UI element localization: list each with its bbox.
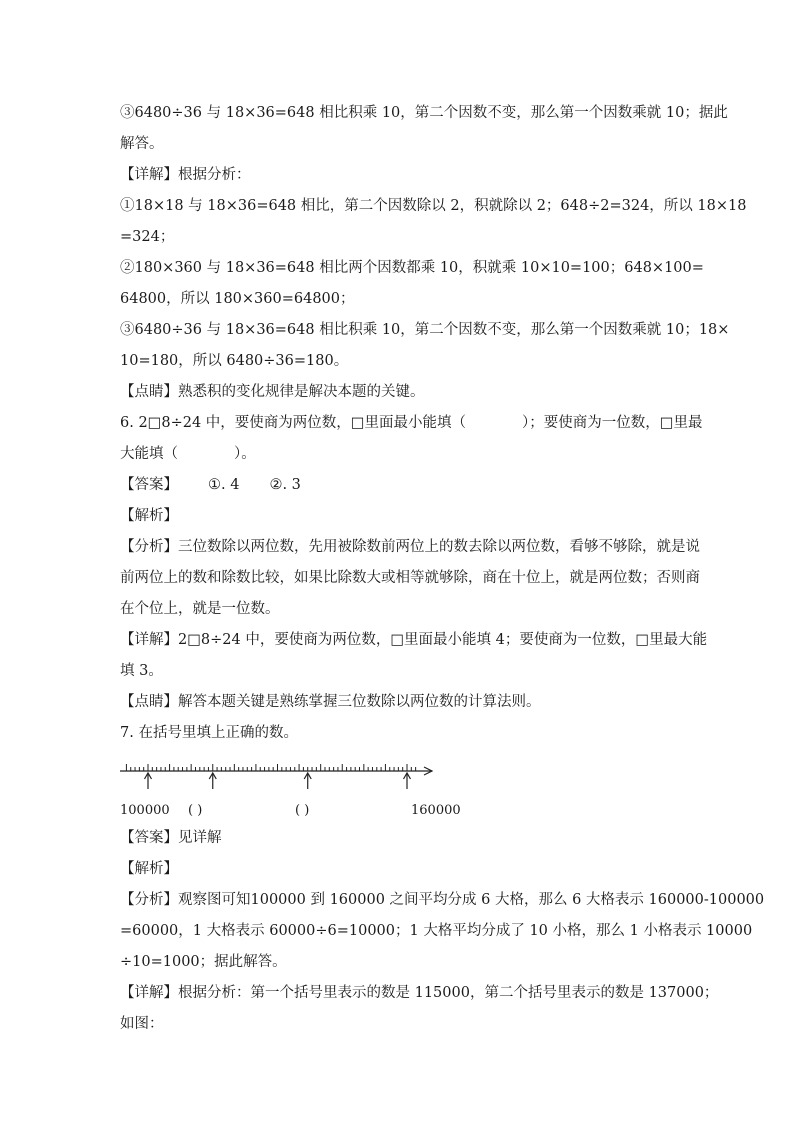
q7-analysis: =60000，1 大格表示 60000÷6=10000；1 大格平均分成了 10 小格，那么 1 小格表示 10000	[120, 923, 753, 939]
blank-1: ( )	[188, 803, 203, 818]
answer-label: 【答案】	[120, 477, 178, 493]
q6-analysis: 【分析】三位数除以两位数，先用被除数前两位上的数去除以两位数，看够不够除，就是说	[120, 539, 700, 555]
question-7-title: 7. 在括号里填上正确的数。	[120, 725, 298, 741]
q6-answer	[120, 470, 676, 501]
text-line: 10=180，所以 6480÷36=180。	[120, 353, 349, 369]
text-line: 解答。	[120, 136, 164, 152]
q6-analysis: 前两位上的数和除数比较，如果比除数大或相等就够除，商在十位上，就是两位数；否则商	[120, 570, 700, 586]
number-line-start-label: 100000	[120, 803, 170, 818]
text-line: ①18×18 与 18×36=648 相比，第二个因数除以 2，积就除以 2；648÷2=324，所以 18×18	[120, 198, 747, 214]
q7-jiexi: 【解析】	[120, 861, 178, 877]
q7-detail: 【详解】根据分析：第一个括号里表示的数是 115000，第二个括号里表示的数是 137000；	[120, 985, 719, 1001]
question-6-line-1	[120, 408, 703, 439]
q6-analysis: 在个位上，就是一位数。	[120, 601, 280, 617]
text-line: =324；	[120, 229, 175, 245]
number-line-figure	[120, 753, 676, 823]
text-line: ③6480÷36 与 18×36=648 相比积乘 10，第二个因数不变，那么第一个因数乘就 10；18×	[120, 322, 730, 338]
q6-text-b: ）；要使商为一位数，□里最	[522, 415, 703, 431]
number-line	[120, 753, 450, 803]
q6-text-a: 6. 2□8÷24 中，要使商为两位数，□里面最小能填（	[120, 415, 467, 431]
blank-2: ( )	[295, 803, 310, 818]
number-line-end-label: 160000	[411, 803, 461, 818]
q6-detail: 【详解】2□8÷24 中，要使商为两位数，□里面最小能填 4；要使商为一位数，□里最大能	[120, 632, 708, 648]
q6-text-d: ）。	[234, 446, 256, 462]
q7-answer: 【答案】见详解	[120, 830, 222, 846]
q7-analysis: ÷10=1000；据此解答。	[120, 954, 287, 970]
q7-analysis: 【分析】观察图可知100000 到 160000 之间平均分成 6 大格，那么 6 大格表示 160000-100000	[120, 892, 765, 908]
q6-text-c: 大能填（	[120, 446, 178, 462]
question-6-line-2	[120, 439, 676, 470]
q7-detail: 如图：	[120, 1016, 164, 1032]
text-line: 64800，所以 180×360=64800；	[120, 291, 355, 307]
answer-2: ②. 3	[269, 477, 301, 493]
text-line: 【详解】根据分析：	[120, 167, 251, 183]
text-line: ②180×360 与 18×36=648 相比两个因数都乘 10，积就乘 10×10=100；648×100=	[120, 260, 704, 276]
document-page	[120, 98, 765, 1040]
text-line: 【点睛】熟悉积的变化规律是解决本题的关键。	[120, 384, 425, 400]
q6-tip: 【点睛】解答本题关键是熟练掌握三位数除以两位数的计算法则。	[120, 694, 541, 710]
q6-jiexi: 【解析】	[120, 508, 178, 524]
text-line: ③6480÷36 与 18×36=648 相比积乘 10，第二个因数不变，那么第一个因数乘就 10；据此	[120, 105, 728, 121]
answer-1: ①. 4	[208, 477, 240, 493]
q6-detail: 填 3。	[120, 663, 163, 679]
